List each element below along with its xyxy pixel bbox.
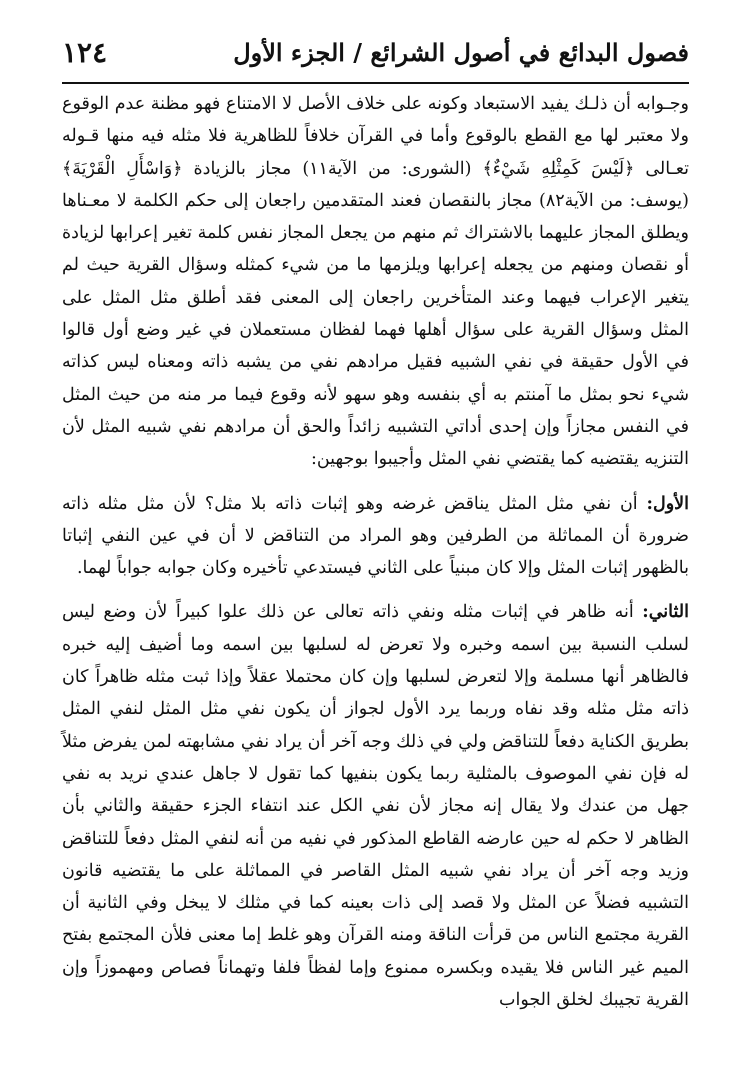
running-title: فصول البدائع في أصول الشرائع / الجزء الأول: [233, 37, 689, 67]
paragraph-intro: [62, 88, 689, 476]
page-header: [62, 22, 689, 84]
paragraph-first-answer: [62, 488, 689, 585]
paragraph-text: أنه ظاهر في إثبات مثله ونفي ذاته تعالى عن ذلك علوا كبيراً لأن وضع ليس لسلب النسبة بين اسمه وخبره ولا تعرض له لسلبها بين اسمه وما أضيف إليه خبره فالظاهر أنها مسلمة وإلا لتعرض لسلبها وإن كان محتملا عقلاً وإذا ثبت مثله ظاهراً كان ذاته مثل مثله وقد نفاه وربما يرد الأول لجواز أن يكون نفي مثل المثل لنفي المثل بطريق الكناية دفعاً للتناقض ولي في ذلك وجه آخر أن يراد نفي مشابهته لمن يفرض مثلاً له فإن نفي الموصوف بالمثلية ربما يكون بنفيها كما تقول لا جاهل عندي نريد به نفي جهل من عندك ولا يقال إنه مجاز لأن نفي الكل عند انتفاء الجزء حقيقة والثاني بأن الظاهر لا حكم له حين عارضه القاطع المذكور في نفيه من أنه لنفي المثل دفعاً للتناقض وزيد وجه آخر أن يراد نفي شبيه المثل القاصر في المماثلة على ما يقتضيه قانون التشبيه فضلاً عن المثل ولا قصد إلى ذات بعينه كما في مثلك لا يبخل وفي الثانية أن القرية مجتمع الناس من قرأت الناقة ومنه القرآن وهو غلط إما معنى فلأن المجتمع بفتح الميم غير الناس فلا يقيده وبكسره ممنوع وإما لفظاً فلفا وتهماناً فصاص ومهموزاً وإن القرية تجيبك لخلق الجواب: [62, 602, 689, 1011]
paragraph-lead: الأول:: [646, 493, 689, 514]
page-number: ١٢٤: [62, 35, 108, 69]
paragraph-lead: الثاني:: [642, 602, 689, 623]
paragraph-second-answer: [62, 596, 689, 1016]
paragraph-text: وجـوابه أن ذلـك يفيد الاستبعاد وكونه على خلاف الأصل لا الامتناع فهو مظنة عدم الوقوع ولا معتبر لها مع القطع بالوقوع وأما في القرآن خلافاً للظاهرية فلا مثله فيه منها قـوله تعـالى ﴿لَيْسَ كَمِثْلِهِ شَيْءٌ﴾ (الشورى: من الآية١١) مجاز بالزيادة ﴿وَاسْأَلِ الْقَرْيَةَ﴾ (يوسف: من الآية٨٢) مجاز بالنقصان فعند المتقدمين راجعان إلى حكم الكلمة لا معـناها ويطلق المجاز عليهما بالاشتراك ثم منهم من يجعل المجاز نفس كلمة تغير إعرابها لزيادة أو نقصان ومنهم من يجعله إعرابها ويلزمها ما من شيء كمثله وسؤال القرية حيث لم يتغير الإعراب فيهما وعند المتأخرين راجعان إلى المعنى فقد أطلق مثل المثل على المثل وسؤال القرية على سؤال أهلها فهما لفظان مستعملان في غير وضع أول قالوا في الأول حقيقة في نفي الشبيه فقيل مرادهم نفي من يشبه ذاته ومعناه ليس كذاته شيء نحو بمثل ما آمنتم به أي بنفسه وهو سهو لأنه وقوع فيما مر منه من حيث المثل في النفس مجازاً وإن إحدى أداتي التشبيه زائداً والحق أن مرادهم نفي شبيه المثل لأن التنزيه يقتضيه كما يقتضي نفي المثل وأجيبوا بوجهين:: [62, 94, 690, 470]
paragraph-text: أن نفي مثل المثل يناقض غرضه وهو إثبات ذاته بلا مثل؟ لأن مثل مثله ذاته ضرورة أن المماثلة من الطرفين وهو المراد من التناقض لا أن في عين النفي إثباتا بالظهور إثبات المثل وإلا كان مبنياً على الثاني فيستدعي تأخيره وكان جوابه جواباً لهما.: [62, 493, 689, 579]
page-body: [62, 88, 689, 1016]
